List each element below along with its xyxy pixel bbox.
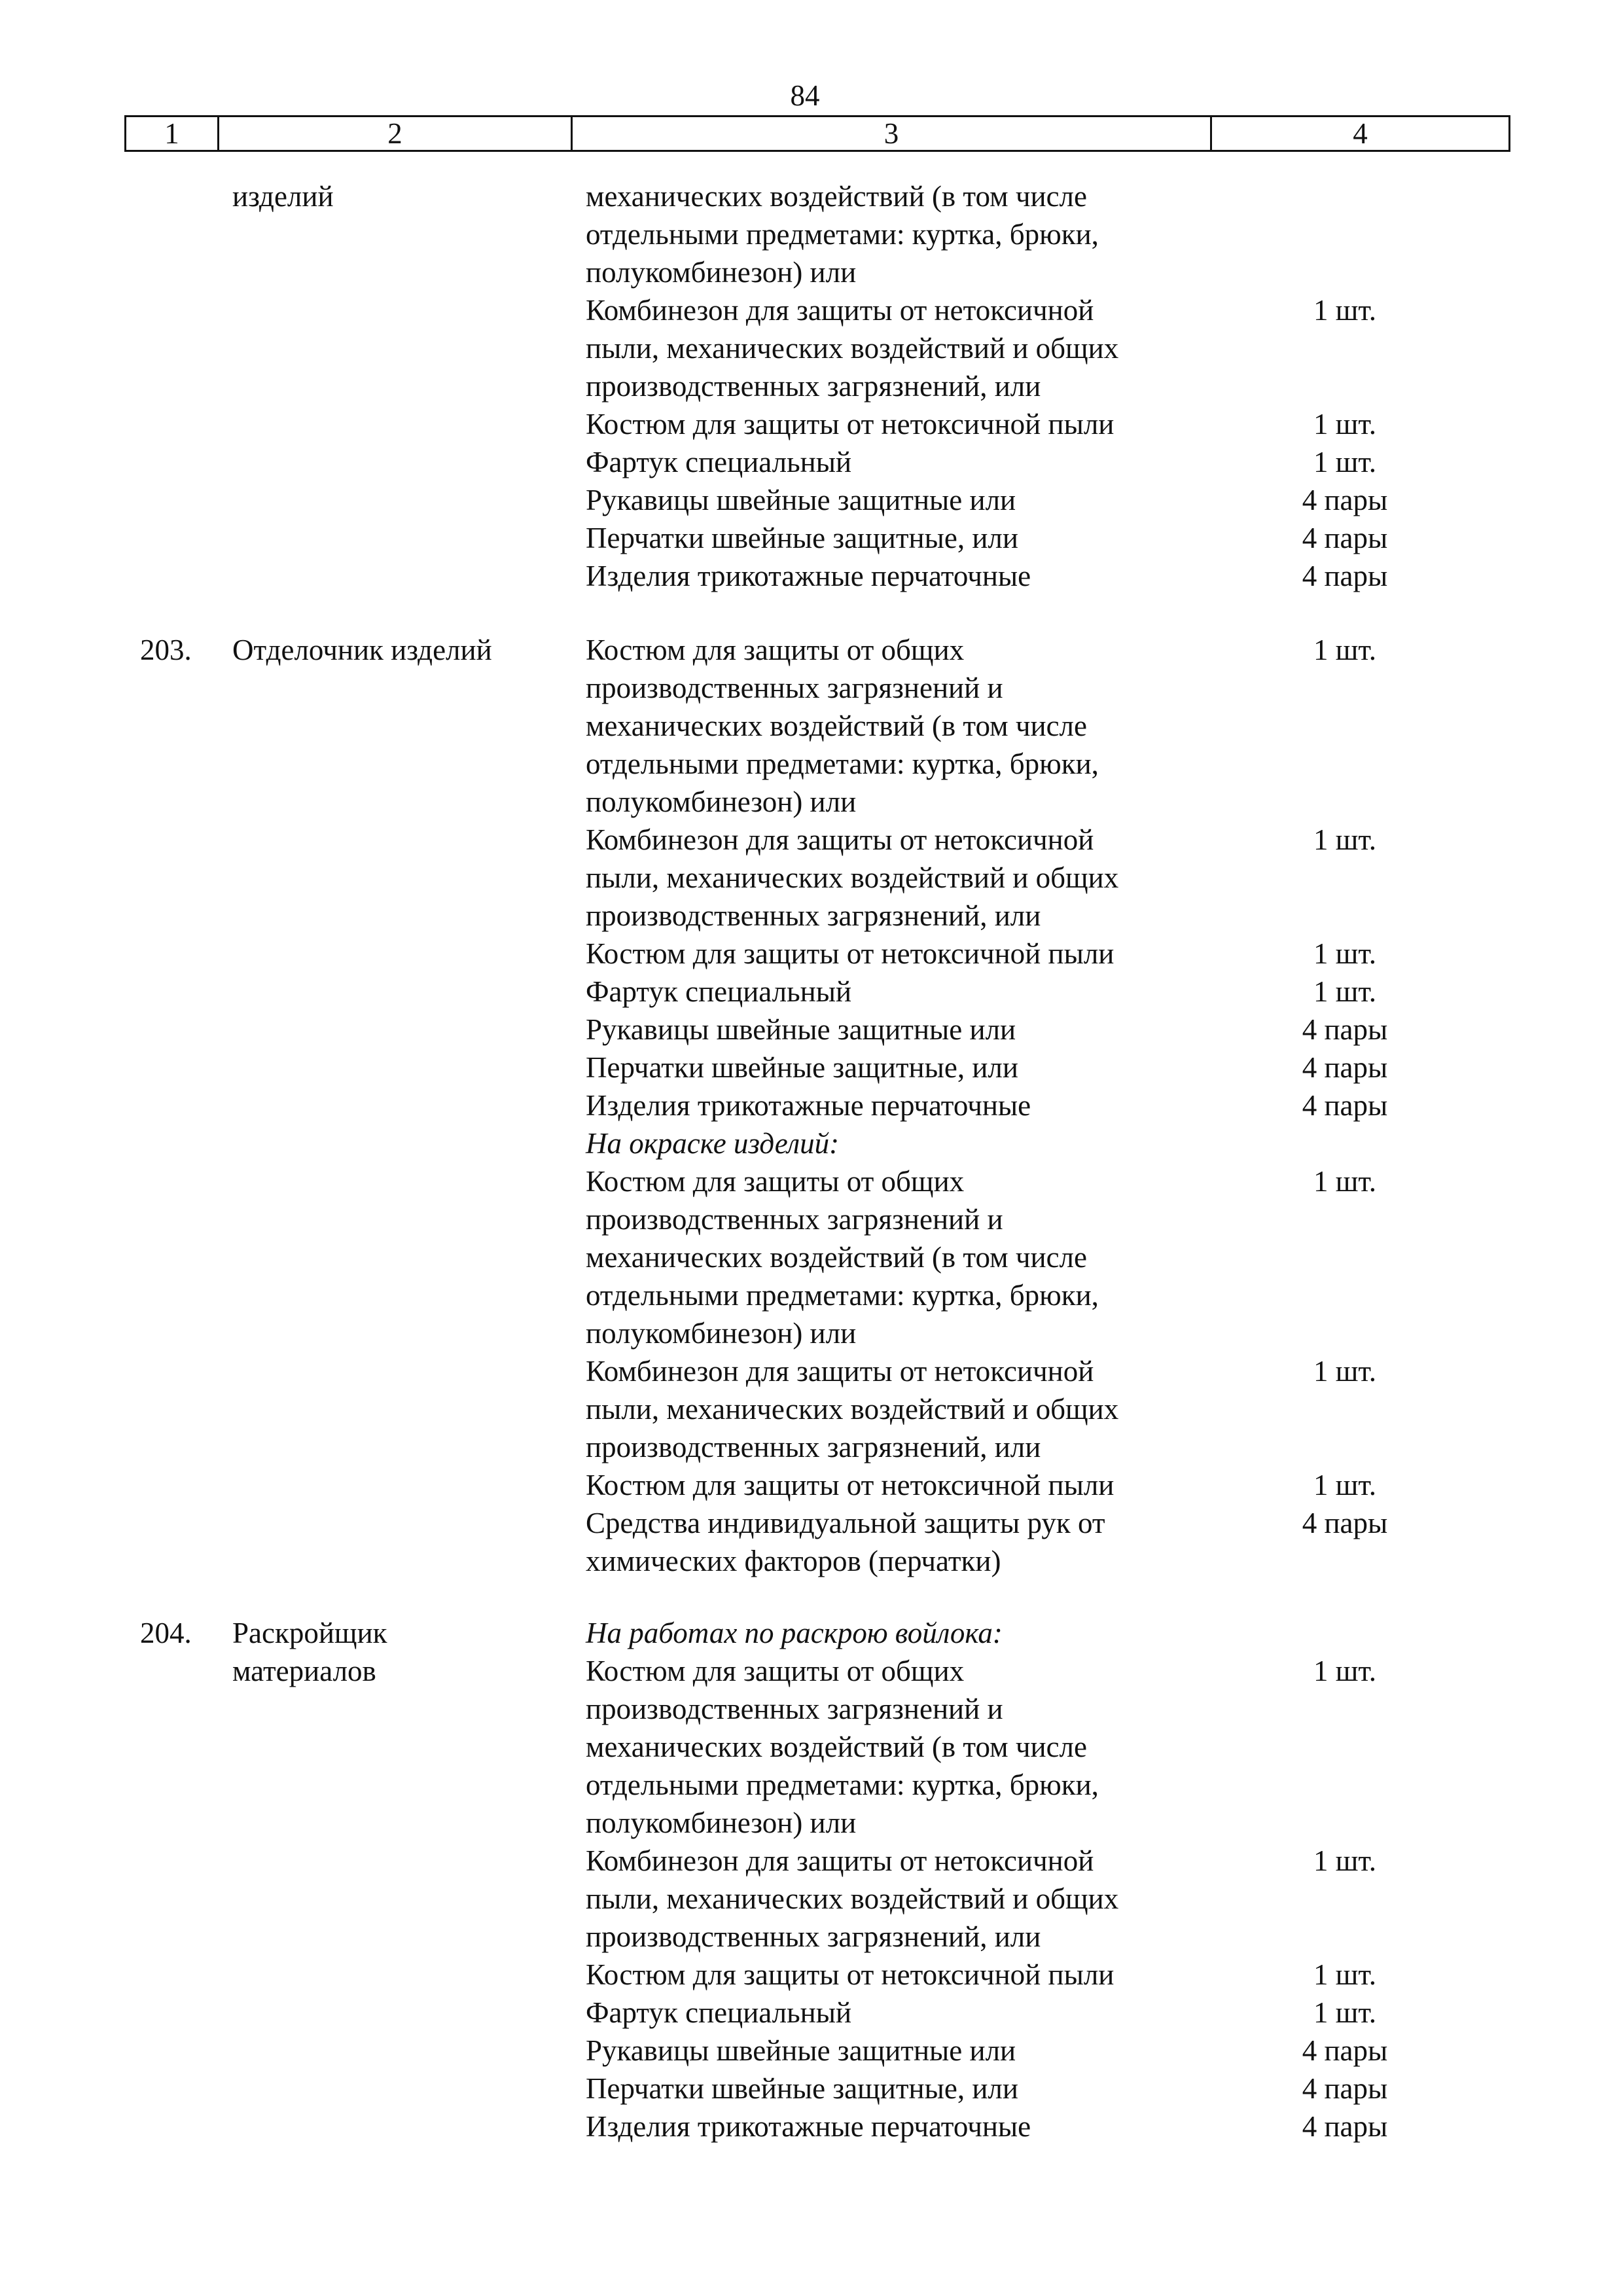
quantity-cell: 4 пары <box>1302 560 1388 592</box>
item-line: Перчатки швейные защитные, или <box>586 1051 1018 1084</box>
quantity-cell: 1 шт. <box>1313 634 1376 666</box>
item-line: механических воздействий (в том числе <box>586 1241 1087 1274</box>
item-line: Костюм для защиты от нетоксичной пыли <box>586 408 1115 440</box>
quantity-cell: 1 шт. <box>1313 937 1376 970</box>
item-line: полукомбинезон) или <box>586 256 857 289</box>
entry-number: 204. <box>140 1617 192 1649</box>
item-line: полукомбинезон) или <box>586 1317 857 1350</box>
item-line: отдельными предметами: куртка, брюки, <box>586 218 1099 251</box>
item-line: Средства индивидуальной защиты рук от <box>586 1507 1105 1539</box>
item-line: Перчатки швейные защитные, или <box>586 2072 1018 2105</box>
quantity-cell: 4 пары <box>1302 1089 1388 1122</box>
quantity-cell: 4 пары <box>1302 2034 1388 2067</box>
column-header-3: 3 <box>572 117 1211 151</box>
quantity-cell: 1 шт. <box>1313 1355 1376 1388</box>
page-number: 84 <box>790 79 820 112</box>
quantity-cell: 4 пары <box>1302 2072 1388 2105</box>
quantity-cell: 4 пары <box>1302 1051 1388 1084</box>
item-line: производственных загрязнений и <box>586 672 1003 704</box>
item-line: пыли, механических воздействий и общих <box>586 1393 1119 1426</box>
quantity-cell: 1 шт. <box>1313 1844 1376 1877</box>
column-header-4: 4 <box>1211 117 1510 151</box>
item-line: производственных загрязнений, или <box>586 370 1041 403</box>
item-line: Костюм для защиты от нетоксичной пыли <box>586 1469 1115 1501</box>
item-line: Костюм для защиты от общих <box>586 634 965 666</box>
subsection-heading: На работах по раскрою войлока: <box>586 1617 1003 1649</box>
quantity-cell: 1 шт. <box>1313 1996 1376 2029</box>
profession-cell: Отделочник изделий <box>232 634 492 666</box>
item-line: отдельными предметами: куртка, брюки, <box>586 747 1099 780</box>
column-header-2: 2 <box>219 117 572 151</box>
item-line: Комбинезон для защиты от нетоксичной <box>586 1355 1094 1388</box>
item-line: полукомбинезон) или <box>586 1806 857 1839</box>
item-line: Изделия трикотажные перчаточные <box>586 560 1031 592</box>
quantity-cell: 1 шт. <box>1313 446 1376 478</box>
quantity-cell: 1 шт. <box>1313 1469 1376 1501</box>
item-line: механических воздействий (в том числе <box>586 1731 1087 1763</box>
entry-number: 203. <box>140 634 192 666</box>
quantity-cell: 1 шт. <box>1313 1958 1376 1991</box>
item-line: Комбинезон для защиты от нетоксичной <box>586 294 1094 327</box>
item-line: Фартук специальный <box>586 446 852 478</box>
item-line: Рукавицы швейные защитные или <box>586 2034 1016 2067</box>
item-line: механических воздействий (в том числе <box>586 709 1087 742</box>
profession-cell: материалов <box>232 1655 376 1687</box>
item-line: пыли, механических воздействий и общих <box>586 1882 1119 1915</box>
item-line: Рукавицы швейные защитные или <box>586 484 1016 516</box>
item-line: Костюм для защиты от нетоксичной пыли <box>586 1958 1115 1991</box>
profession-cell: Раскройщик <box>232 1617 387 1649</box>
item-line: Изделия трикотажные перчаточные <box>586 1089 1031 1122</box>
quantity-cell: 1 шт. <box>1313 1655 1376 1687</box>
item-line: Фартук специальный <box>586 1996 852 2029</box>
item-line: Изделия трикотажные перчаточные <box>586 2110 1031 2143</box>
item-line: Комбинезон для защиты от нетоксичной <box>586 1844 1094 1877</box>
item-line: пыли, механических воздействий и общих <box>586 861 1119 894</box>
quantity-cell: 4 пары <box>1302 522 1388 554</box>
item-line: Рукавицы швейные защитные или <box>586 1013 1016 1046</box>
subsection-heading: На окраске изделий: <box>586 1127 840 1160</box>
item-line: производственных загрязнений, или <box>586 899 1041 932</box>
item-line: Костюм для защиты от общих <box>586 1165 965 1198</box>
column-header-row <box>124 115 1510 152</box>
item-line: производственных загрязнений, или <box>586 1431 1041 1463</box>
item-line: Фартук специальный <box>586 975 852 1008</box>
profession-cell: изделий <box>232 180 334 213</box>
quantity-cell: 4 пары <box>1302 2110 1388 2143</box>
item-line: производственных загрязнений и <box>586 1693 1003 1725</box>
quantity-cell: 4 пары <box>1302 484 1388 516</box>
quantity-cell: 4 пары <box>1302 1507 1388 1539</box>
item-line: Костюм для защиты от нетоксичной пыли <box>586 937 1115 970</box>
item-line: химических факторов (перчатки) <box>586 1545 1001 1577</box>
item-line: пыли, механических воздействий и общих <box>586 332 1119 365</box>
quantity-cell: 4 пары <box>1302 1013 1388 1046</box>
quantity-cell: 1 шт. <box>1313 823 1376 856</box>
item-line: полукомбинезон) или <box>586 785 857 818</box>
quantity-cell: 1 шт. <box>1313 294 1376 327</box>
item-line: Перчатки швейные защитные, или <box>586 522 1018 554</box>
item-line: производственных загрязнений и <box>586 1203 1003 1236</box>
quantity-cell: 1 шт. <box>1313 408 1376 440</box>
item-line: отдельными предметами: куртка, брюки, <box>586 1768 1099 1801</box>
item-line: Комбинезон для защиты от нетоксичной <box>586 823 1094 856</box>
item-line: отдельными предметами: куртка, брюки, <box>586 1279 1099 1312</box>
item-line: производственных загрязнений, или <box>586 1920 1041 1953</box>
item-line: Костюм для защиты от общих <box>586 1655 965 1687</box>
item-line: механических воздействий (в том числе <box>586 180 1087 213</box>
column-header-1: 1 <box>126 117 219 151</box>
quantity-cell: 1 шт. <box>1313 1165 1376 1198</box>
quantity-cell: 1 шт. <box>1313 975 1376 1008</box>
